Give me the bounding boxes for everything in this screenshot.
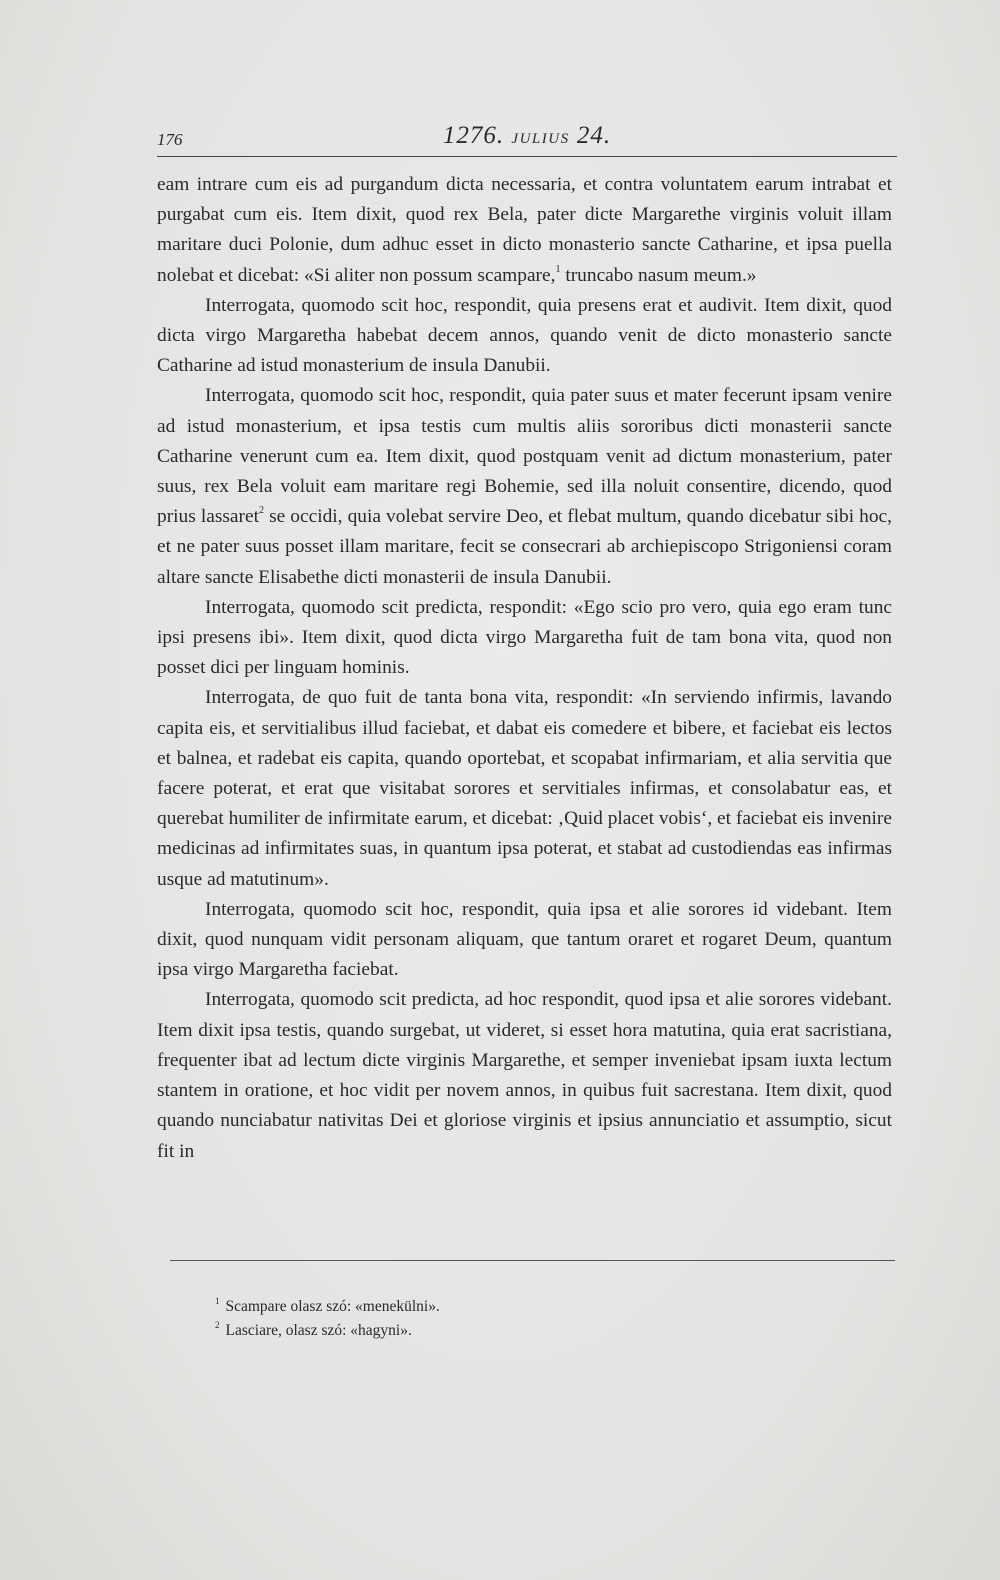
paragraph-3-text: Interrogata, quomodo scit hoc, respondit, quia pater suus et mater fecerunt ipsam venire ad istud monasterium, et ipsa testis cum multis aliis sororibus dicti monasterii sancte Catharine venerunt cum ea. Item dixit, quod postquam venit ad dictum monasterium, pater suus, rex Bela voluit eam maritare regi Bohemie, sed illa noluit consentire, dicendo, quod prius lassaret — [157, 385, 892, 528]
running-head-year: 1276. — [442, 122, 505, 149]
footnote-ref-2[interactable]: 2 — [259, 505, 264, 517]
paragraph-1-text: eam intrare cum eis ad purgandum dicta necessaria, et contra voluntatem earum intrabat et purgabat cum eis. Item dixit, quod rex Bela, pater dicte Margarethe virginis voluit illam maritare duci Polonie, dum adhuc esset in dicto monasterio sancte Catharine, et ipsa puella nolebat et dicebat: «Si aliter non possum scampare, — [157, 174, 892, 286]
header-rule — [157, 156, 897, 157]
footnote-mark-1: 1 — [215, 1296, 220, 1306]
paragraph-1 — [157, 170, 892, 291]
footnote-text-1: Scampare olasz szó: «menekülni». — [225, 1298, 440, 1315]
page-header — [157, 118, 897, 158]
paragraph-5: Interrogata, de quo fuit de tanta bona vita, respondit: «In serviendo infirmis, lavando capita eis, et servitialibus illud faciebat, et dabat eis comedere et bibere, et faciebat eis lectos et balnea, et radebat eis capita, quando oportebat, et scopabat infirmariam, et alia servitia que facere poterat, et erat que visitabat sorores et servitiales infirmas, et consolabatur eas, et querebat humiliter de infirmitate earum, et dicebat: ‚Quid placet vobis‘, et faciebat eis invenire medicinas ad infirmitates suas, in quantum ipsa poterat, et stabat ad custodiendas eas infirmas usque ad matutinum». — [157, 687, 892, 890]
footnote-1 — [215, 1295, 815, 1319]
body-text — [157, 170, 892, 1167]
running-head-month: JULIUS — [511, 131, 570, 147]
paragraph-3 — [157, 381, 892, 592]
footnote-rule — [170, 1260, 895, 1261]
paragraph-3-text-cont: se occidi, quia volebat servire Deo, et flebat multum, quando dicebatur sibi hoc, et ne pater suus posset illam maritare, fecit se consecrari ab archiepiscopo Strigoniensi coram altare sancte Elisabethe dicti monasterii de insula Danubii. — [157, 506, 892, 588]
paragraph-1-text-cont: truncabo nasum meum.» — [560, 264, 757, 286]
footnote-ref-1[interactable]: 1 — [555, 263, 561, 275]
paragraph-6: Interrogata, quomodo scit hoc, respondit, quia ipsa et alie sorores id videbant. Item dixit, quod nunquam vidit personam aliquam, que tantum oraret et rogaret Deum, quantum ipsa virgo Margaretha faciebat. — [157, 898, 892, 981]
running-head-day: 24. — [576, 122, 612, 149]
running-head — [157, 122, 897, 150]
footnote-text-2: Lasciare, olasz szó: «hagyni». — [225, 1322, 412, 1339]
paragraph-2: Interrogata, quomodo scit hoc, respondit, quia presens erat et audivit. Item dixit, quod dicta virgo Margaretha habebat decem annos, quando venit de dicto monasterio sancte Catharine ad istud monasterium de insula Danubii. — [157, 294, 892, 377]
footnote-mark-2: 2 — [215, 1320, 220, 1330]
footnotes — [215, 1295, 815, 1343]
paragraph-7: Interrogata, quomodo scit predicta, ad hoc respondit, quod ipsa et alie sorores videbant. Item dixit ipsa testis, quando surgebat, ut videret, si esset hora matutina, quia erat sacristiana, frequenter ibat ad lectum dicte virginis Margarethe, et semper inveniebat ipsam iuxta lectum stantem in oratione, et hoc vidit per novem annos, in quibus fuit sacrestana. Item dixit, quod quando nunciabatur nativitas Dei et gloriose virginis et ipsius annunciatio et assumptio, sicut fit in — [157, 989, 892, 1162]
paragraph-4: Interrogata, quomodo scit predicta, respondit: «Ego scio pro vero, quia ego eram tunc ipsi presens ibi». Item dixit, quod dicta virgo Margaretha fuit de tam bona vita, quod non posset dici per linguam hominis. — [157, 596, 892, 679]
footnote-2 — [215, 1319, 815, 1343]
page-number: 176 — [157, 130, 183, 149]
